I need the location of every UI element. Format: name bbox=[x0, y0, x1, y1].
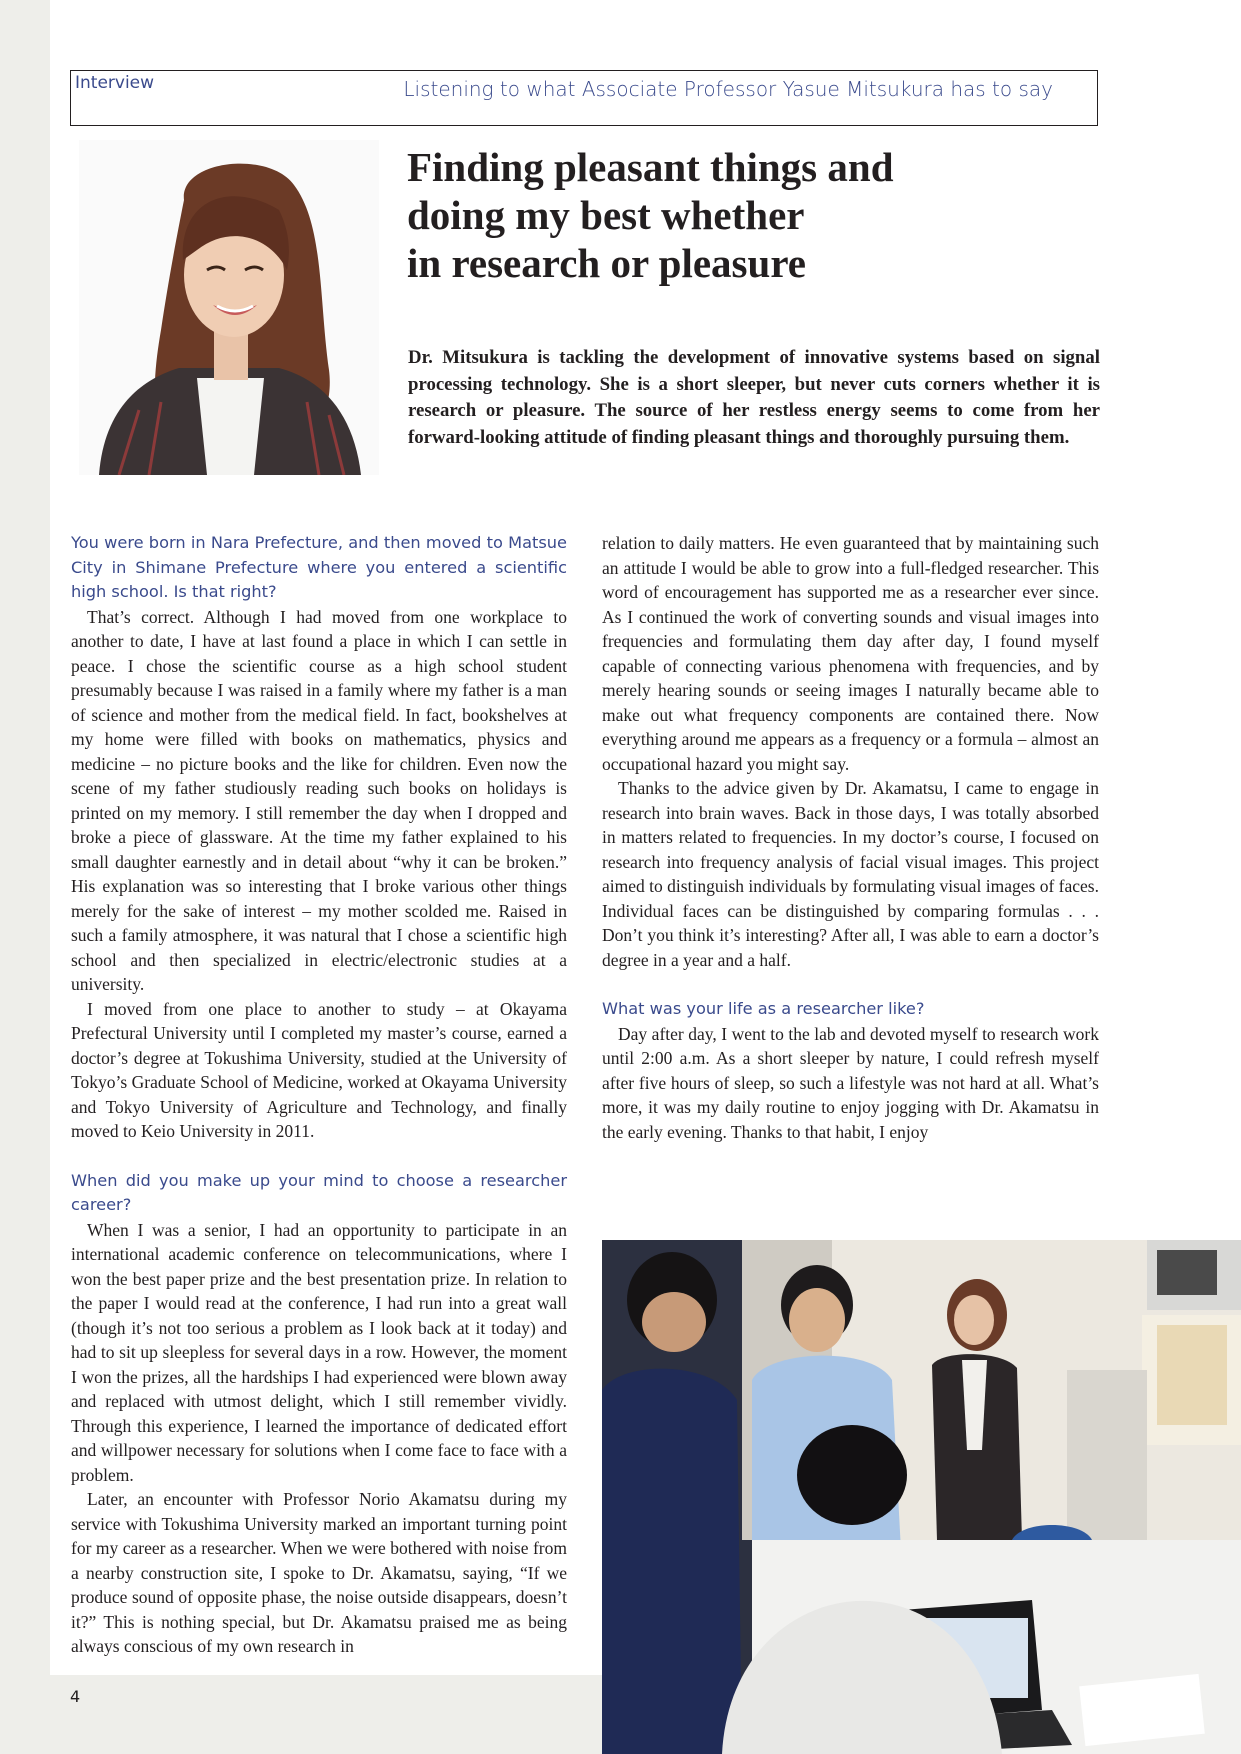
answer-paragraph: That’s correct. Although I had moved from one workplace to another to date, I have at last found a place in which I can settle in peace. I chose the scientific course as a high school student presumably because I was raised in a family where my father is a man of science and mother from the medical field. In fact, bookshelves at my home were filled with books on mathematics, physics and medicine – no picture books and the like for children. Even now the scene of my father studiously reading such books on holidays is printed on my memory. I still remember the day when I dropped and broke a piece of glassware. At the time my father explained to his small daughter earnestly and in detail about “why it can be broken.” His explanation was so interesting that I broke various other things merely for the sake of interest – my mother scolded me. Raised in such a family atmosphere, it was natural that I chose a scientific high school and then specialized in electric/electronic studies at a university. bbox=[71, 606, 567, 994]
header-box bbox=[70, 70, 1098, 126]
answer-paragraph-continued: relation to daily matters. He even guaranteed that by maintaining such an attitude I would be able to grow into a full-fledged researcher. This word of encouragement has supported me as a researcher ever since. As I continued the work of converting sounds and visual images into frequencies and formulating them day after day, I found myself capable of connecting various phenomena with frequencies, and by merely hearing sounds or seeing images I naturally became able to make out what frequency components are contained there. Now everything around me appears as a frequency or a formula – almost an occupational hazard you might say. bbox=[602, 533, 1099, 774]
question-heading: What was your life as a researcher like? bbox=[602, 999, 925, 1018]
article-column-right bbox=[602, 531, 1099, 1144]
header-title: Listening to what Associate Professor Yasue Mitsukura has to say bbox=[403, 77, 1053, 101]
answer-paragraph: When I was a senior, I had an opportunity to participate in an international academic conference on telecommunications, where I won the best paper prize and the best presentation prize. In relation to the paper I would read at the conference, I had run into a great wall (though it’s not too serious a problem as I look back at it today) and had to sit up sleepless for several days in a row. However, the moment I won the prizes, all the hardships I had experienced were blown away and replaced with utmost delight, which I still remember vividly. Through this experience, I learned the importance of dedicated effort and willpower necessary for solutions when I come face to face with a problem. bbox=[71, 1219, 567, 1485]
headline bbox=[407, 143, 1027, 287]
headline-line-2: doing my best whether bbox=[407, 192, 805, 238]
article-column-left bbox=[71, 531, 567, 1659]
answer-paragraph: I moved from one place to another to study – at Okayama Prefectural University until I completed my master’s course, earned a doctor’s degree at Tokushima University, studied at the University of Tokyo’s Graduate School of Medicine, worked at Okayama University and Tokyo University of Agriculture and Technology, and finally moved to Keio University in 2011. bbox=[71, 998, 567, 1141]
section-label: Interview bbox=[75, 73, 155, 93]
page-number: 4 bbox=[70, 1687, 81, 1706]
headline-line-1: Finding pleasant things and bbox=[407, 144, 894, 190]
portrait-photo bbox=[79, 140, 379, 475]
headline-line-3: in research or pleasure bbox=[407, 240, 806, 286]
question-heading: When did you make up your mind to choose a researcher career? bbox=[71, 1170, 567, 1214]
answer-paragraph: Thanks to the advice given by Dr. Akamatsu, I came to engage in research into brain waves. Back in those days, I was totally absorbed in matters related to frequencies. In my doctor’s course, I focused on research into frequency analysis of facial visual images. This project aimed to distinguish individuals by formulating visual images of faces. Individual faces can be distinguished by comparing formulas . . . Don’t you think it’s interesting? After all, I was able to earn a doctor’s degree in a year and a half. bbox=[602, 778, 1099, 970]
question-heading: You were born in Nara Prefecture, and then moved to Matsue City in Shimane Prefecture where you entered a scientific high school. Is that right? bbox=[71, 533, 567, 601]
lead-paragraph: Dr. Mitsukura is tackling the development of innovative systems based on signal processing technology. She is a short sleeper, but never cuts corners whether it is research or pleasure. The source of her restless energy seems to come from her forward-looking attitude of finding pleasant things and thoroughly pursuing them. bbox=[408, 347, 1100, 448]
answer-paragraph: Later, an encounter with Professor Norio Akamatsu during my service with Tokushima University marked an important turning point for my career as a researcher. When we were bothered with noise from a nearby construction site, I spoke to Dr. Akamatsu, saying, “If we produce sound of opposite phase, the noise outside disappears, doesn’t it?” This is nothing special, but Dr. Akamatsu praised me as being always conscious of my own research in bbox=[71, 1489, 567, 1656]
lab-photo bbox=[602, 1240, 1241, 1754]
answer-paragraph: Day after day, I went to the lab and devoted myself to research work until 2:00 a.m. As a short sleeper by nature, I could refresh myself after five hours of sleep, so such a lifestyle was not hard at all. What’s more, it was my daily routine to enjoy jogging with Dr. Akamatsu in the early evening. Thanks to that habit, I enjoy bbox=[602, 1023, 1099, 1142]
